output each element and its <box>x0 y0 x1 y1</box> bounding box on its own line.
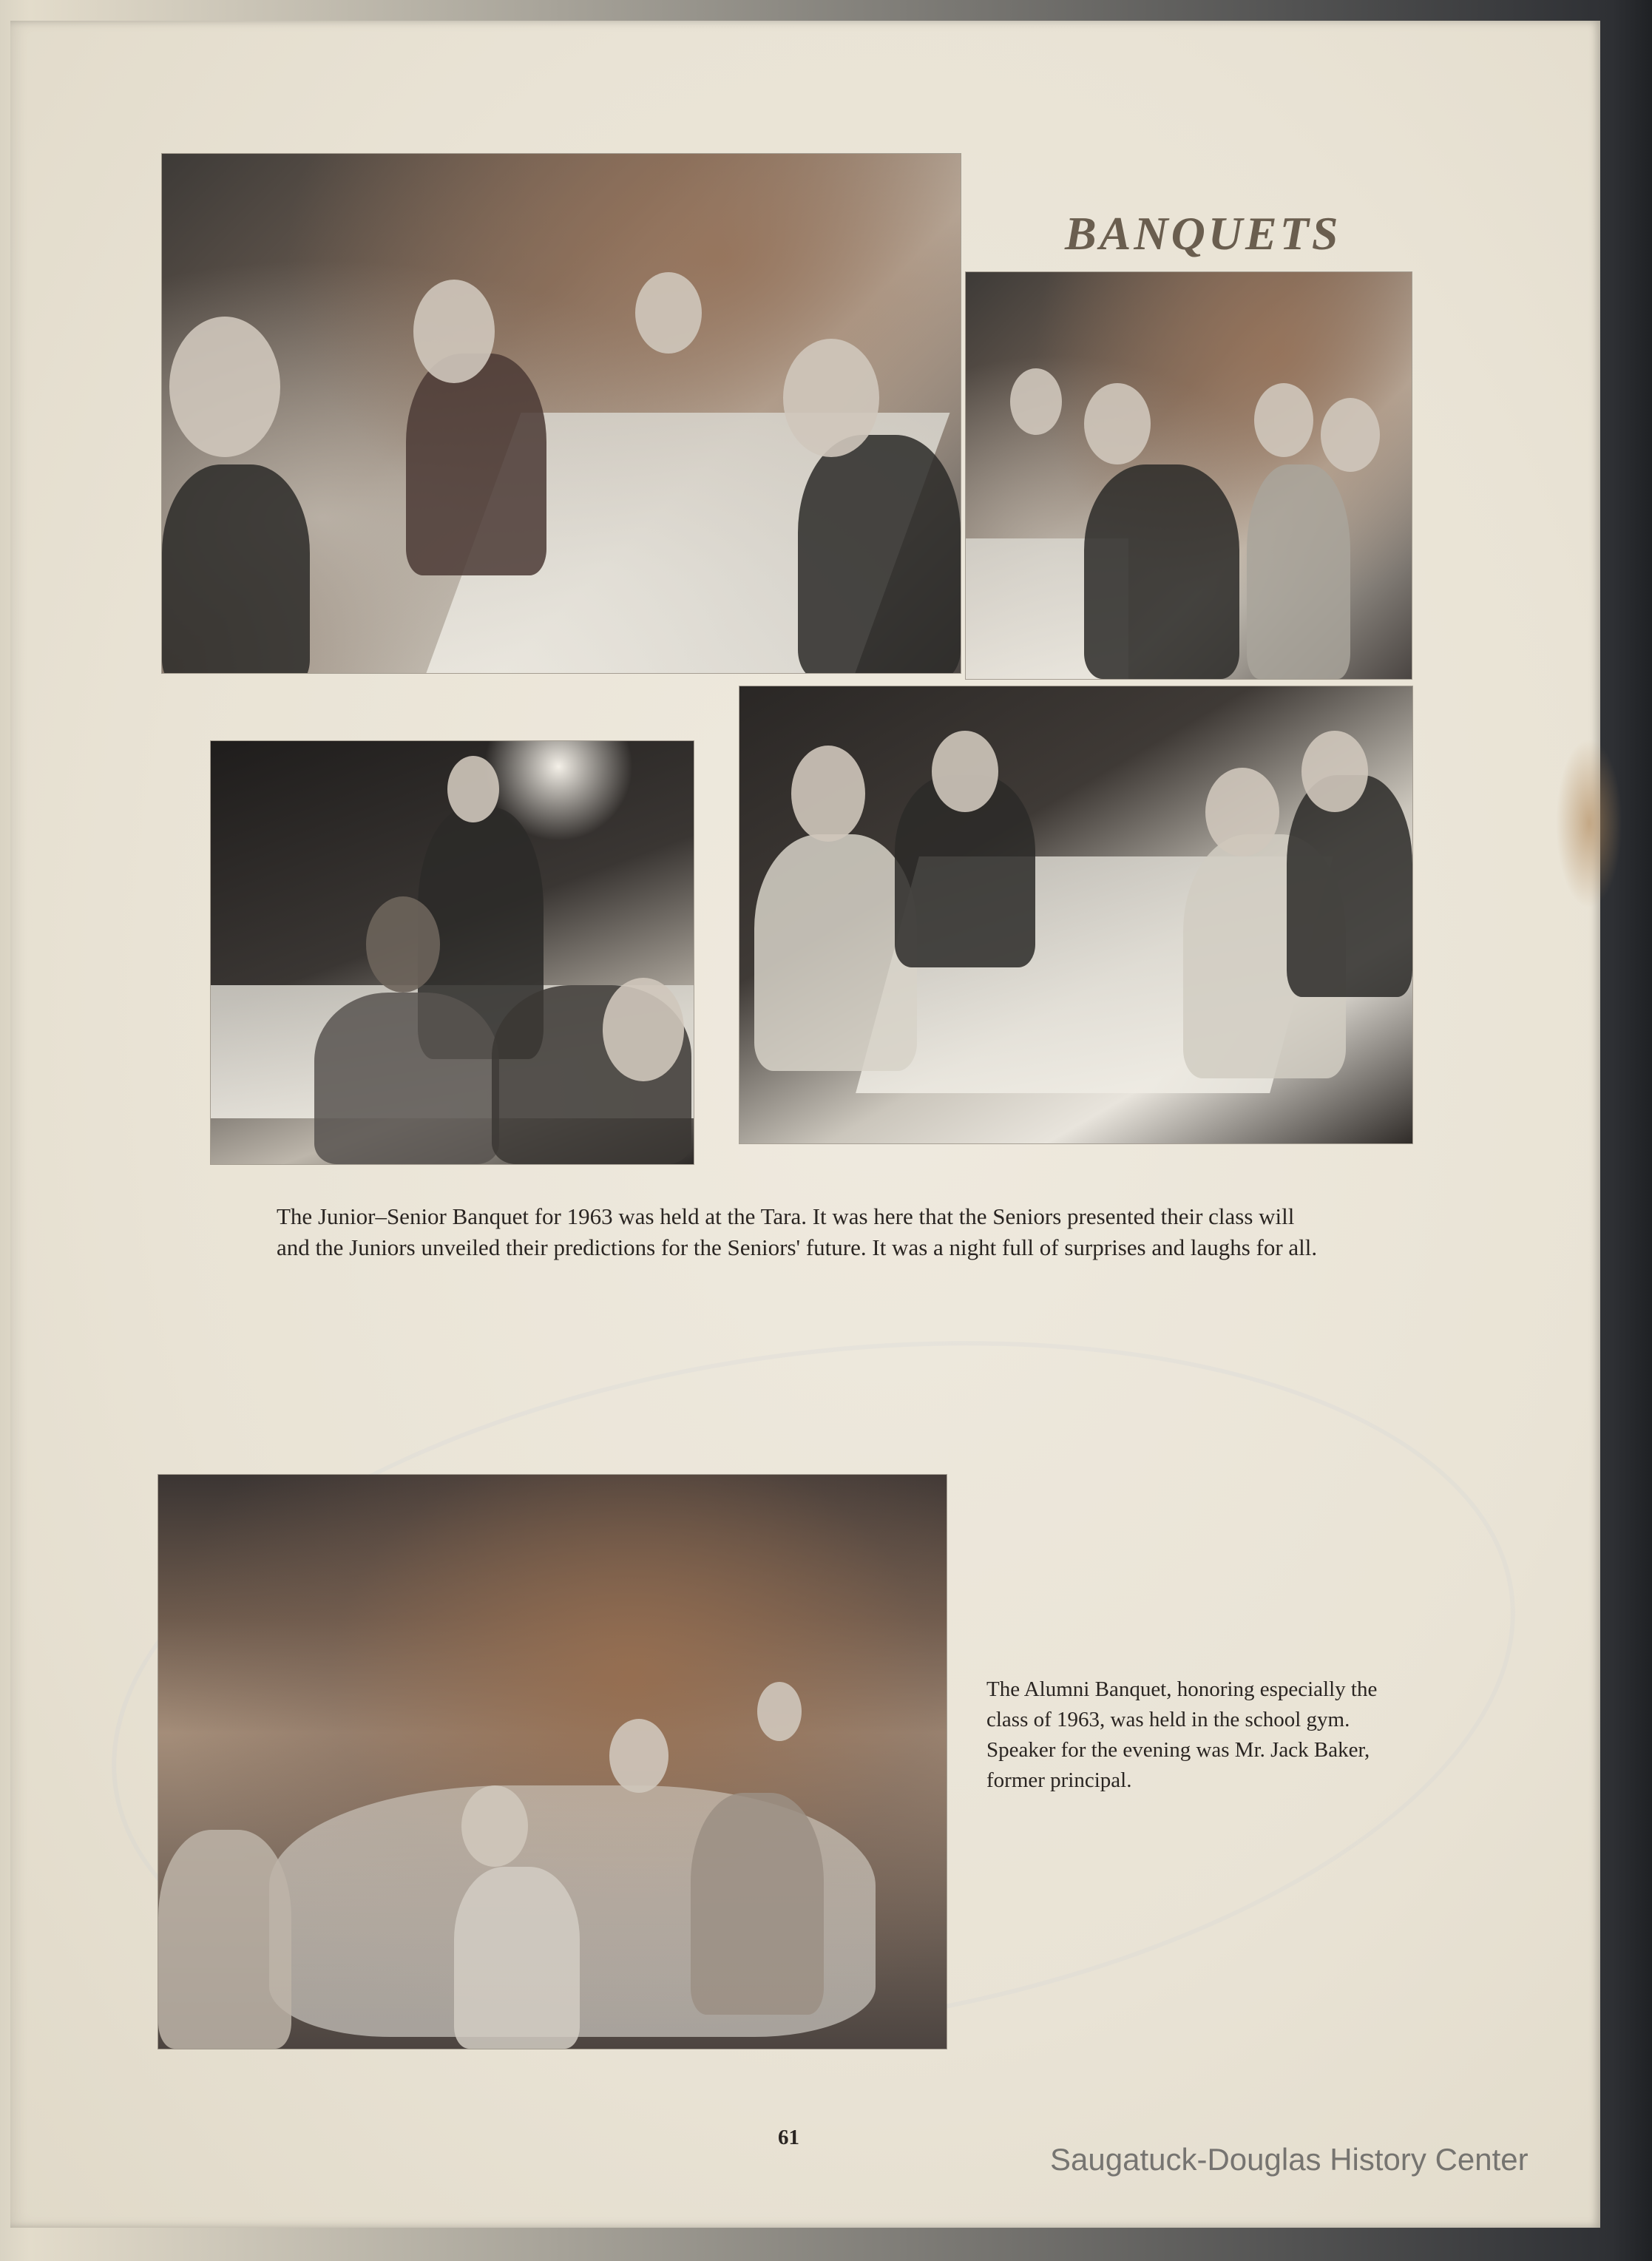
photo-junior-senior-table-2 <box>966 272 1412 679</box>
watermark-credit: Saugatuck-Douglas History Center <box>1050 2142 1529 2177</box>
photo-junior-senior-long-table <box>739 686 1412 1143</box>
photo-junior-senior-table-1 <box>162 154 961 673</box>
photo-alumni-banquet-gym <box>158 1475 947 2049</box>
page-number: 61 <box>778 2126 799 2149</box>
photo-junior-senior-dancefloor <box>211 741 694 1164</box>
paper-stain <box>1556 738 1622 908</box>
caption-alumni-banquet: The Alumni Banquet, honoring especially the class of 1963, was held in the school gym. Speaker for the evening was Mr. Jack Baker, former principal. <box>986 1677 1378 1792</box>
caption-junior-senior-banquet: The Junior–Senior Banquet for 1963 was held at the Tara. It was here that the Seniors presented their class will and the Juniors unveiled their predictions for the Seniors' future. It was a night full of surprises and laughs for all. <box>277 1203 1318 1260</box>
page-title: BANQUETS <box>1065 206 1341 260</box>
